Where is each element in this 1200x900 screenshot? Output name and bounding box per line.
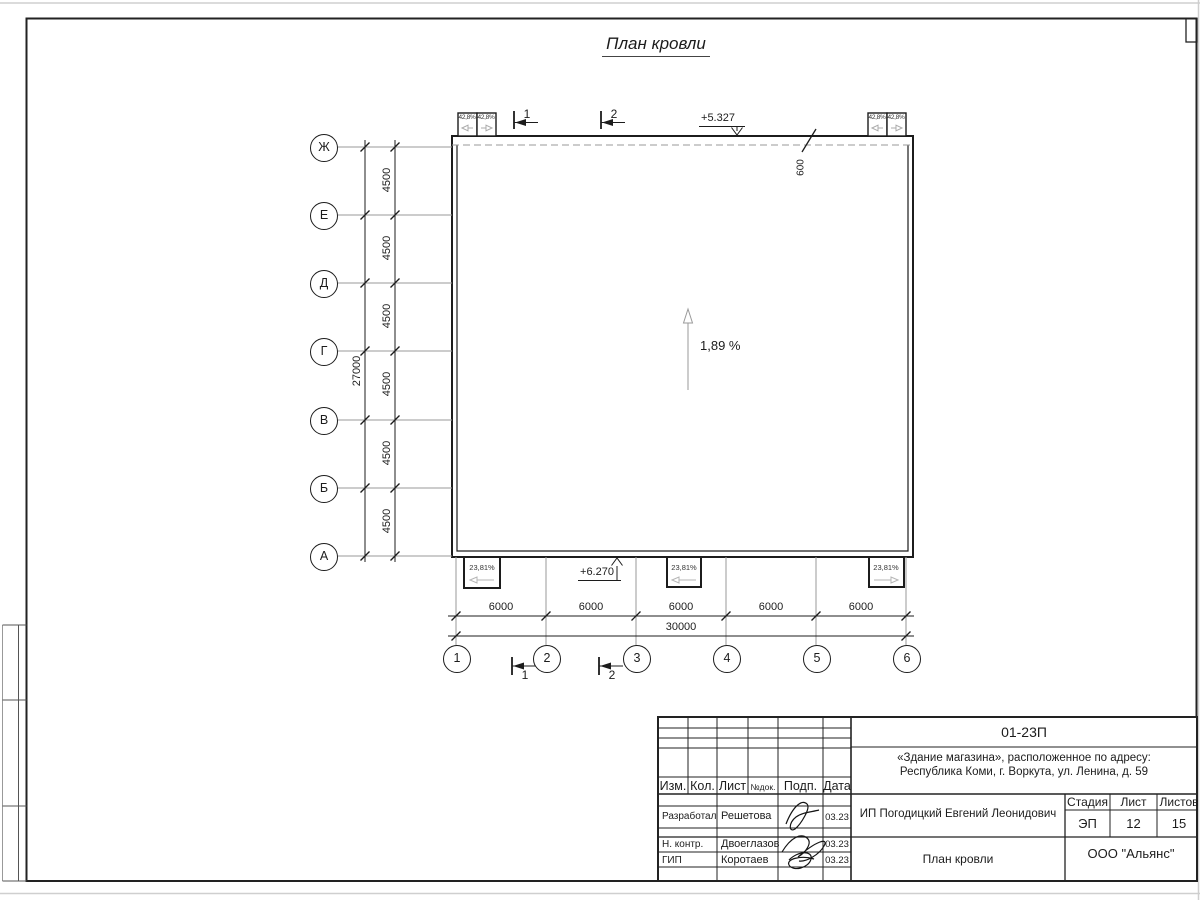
- frame-corner-box: [1186, 19, 1197, 43]
- canopy-slope-label: 23,81%: [671, 563, 697, 572]
- axis-bubble-col: 4: [713, 645, 741, 673]
- axis-bubble-col: 2: [533, 645, 561, 673]
- doc-number: 01-23П: [1001, 724, 1047, 740]
- elevation-label-top: +5.327: [701, 112, 735, 124]
- axis-bubble-row: Ж: [310, 134, 338, 162]
- sheets-total: 15: [1171, 816, 1187, 831]
- funnel-slope-label: 42,8%: [887, 114, 905, 121]
- tb-header-ndok: №док.: [750, 782, 776, 792]
- dim-label: 6000: [848, 601, 874, 613]
- tb-header-sheet: Лист: [1120, 795, 1147, 809]
- dim-label: 4500: [381, 303, 393, 329]
- elevation-label-bottom: +6.270: [580, 566, 614, 578]
- roof-outline: [452, 136, 913, 557]
- funnel-slope-label: 42,8%: [458, 114, 476, 121]
- dim-label: 6000: [488, 601, 514, 613]
- tb-header-sheets: Листов: [1159, 795, 1199, 809]
- dim-label: 4500: [381, 371, 393, 397]
- section-number: 1: [521, 668, 529, 682]
- sheet-number: 12: [1126, 816, 1141, 831]
- company-name: ООО "Альянс": [1087, 846, 1175, 861]
- dim-label: 4500: [381, 508, 393, 534]
- tb-header-data: Дата: [823, 779, 851, 793]
- tb-date: 03.23: [825, 839, 849, 850]
- tb-header-stadia: Стадия: [1067, 795, 1108, 809]
- dim-label: 6000: [758, 601, 784, 613]
- axis-bubble-col: 3: [623, 645, 651, 673]
- tb-role: ГИП: [662, 855, 682, 866]
- tb-header-podp: Подп.: [783, 779, 818, 793]
- axis-bubble-col: 1: [443, 645, 471, 673]
- tb-header-list: Лист: [718, 779, 747, 793]
- funnel-slope-arrows: [462, 125, 902, 131]
- sheet-title: План кровли: [556, 34, 756, 54]
- dim-label: 6000: [578, 601, 604, 613]
- tb-name: Решетова: [721, 810, 772, 822]
- tb-name: Двоеглазов: [721, 838, 780, 850]
- section-number: 2: [608, 668, 616, 682]
- axis-bubble-col: 5: [803, 645, 831, 673]
- axis-bubble-row: Г: [310, 338, 338, 366]
- dim-total-label: 30000: [665, 621, 697, 633]
- client-name: ИП Погодицкий Евгений Леонидович: [859, 808, 1057, 820]
- dim-label: 4500: [381, 440, 393, 466]
- axis-bubble-row: Б: [310, 475, 338, 503]
- elevation-mark-top: [699, 127, 745, 136]
- dim-label: 4500: [381, 235, 393, 261]
- canopy-slope-label: 23,81%: [469, 563, 495, 572]
- canopy-slope-label: 23,81%: [873, 563, 899, 572]
- dim-label: 4500: [381, 167, 393, 193]
- dim-label: 6000: [668, 601, 694, 613]
- funnel-slope-label: 42,8%: [477, 114, 495, 121]
- axis-bubble-row: В: [310, 407, 338, 435]
- slope-label: 1,89 %: [700, 338, 741, 353]
- margin-boxes: [3, 625, 27, 881]
- tb-role: Н. контр.: [662, 839, 704, 850]
- tb-header-kol: Кол.: [690, 779, 715, 793]
- tb-date: 03.23: [825, 855, 849, 866]
- parapet-dim-label: 600: [795, 159, 807, 176]
- canopy-boxes: [464, 557, 904, 588]
- axis-bubble-row: Д: [310, 270, 338, 298]
- dim-total-label: 27000: [351, 355, 363, 387]
- section-number: 2: [610, 107, 618, 121]
- tb-date: 03.23: [825, 812, 849, 823]
- project-address-line2: Республика Коми, г. Воркута, ул. Ленина, д. 59: [899, 766, 1149, 778]
- stadia-value: ЭП: [1078, 816, 1097, 831]
- project-address-line1: «Здание магазина», расположенное по адресу:: [897, 752, 1151, 764]
- axis-bubble-row: А: [310, 543, 338, 571]
- tb-role: Разработал: [662, 811, 717, 822]
- tb-name: Коротаев: [721, 854, 769, 866]
- axis-bubble-row: Е: [310, 202, 338, 230]
- tb-header-izm: Изм.: [659, 779, 687, 793]
- funnel-slope-label: 42,8%: [868, 114, 886, 121]
- axis-bubble-col: 6: [893, 645, 921, 673]
- section-number: 1: [523, 107, 531, 121]
- titleblock-sheet-title: План кровли: [922, 852, 994, 866]
